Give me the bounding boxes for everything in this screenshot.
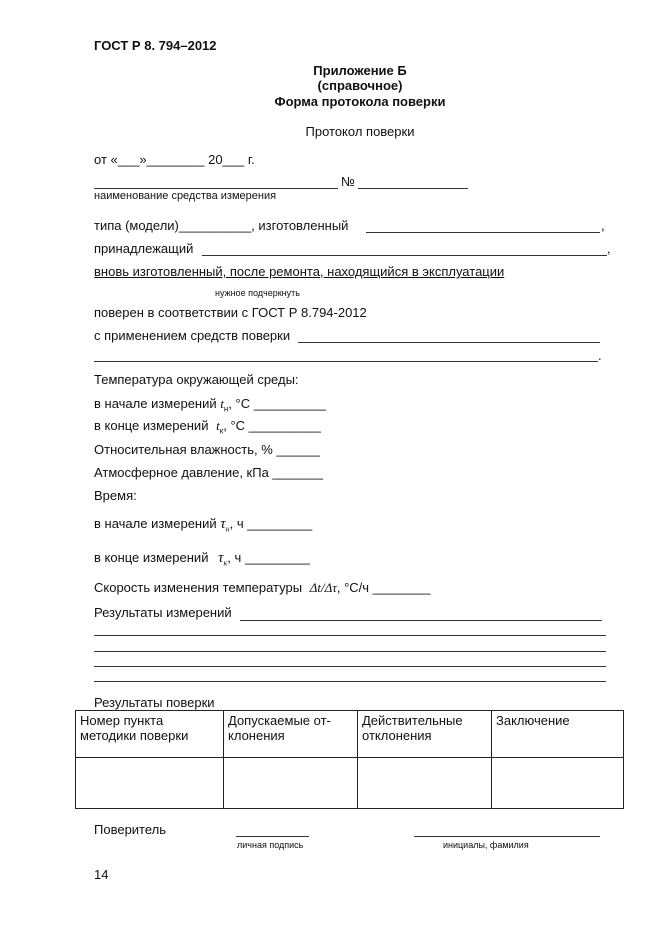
- rate-label: Скорость изменения температуры: [94, 580, 303, 595]
- comma: ,: [607, 241, 611, 256]
- column-header: Допускаемые от-клонения: [224, 711, 358, 758]
- end-time-row[interactable]: [94, 550, 310, 568]
- instrument-name-field[interactable]: [94, 188, 338, 189]
- tools-label: с применением средств поверки: [94, 328, 291, 343]
- table-cell[interactable]: [492, 758, 624, 809]
- start-temp-symbol: t: [220, 396, 224, 411]
- end-time-label: в конце измерений: [94, 550, 209, 565]
- results-line-4[interactable]: [94, 666, 606, 667]
- signature-caption: личная подпись: [237, 840, 304, 850]
- verifier-label: Поверитель: [94, 822, 167, 837]
- start-temp-subscript: н: [223, 404, 229, 414]
- belongs-label: принадлежащий: [94, 241, 194, 256]
- ambient-temp-label: Температура окружающей среды:: [94, 372, 299, 387]
- appendix-name: Форма протокола поверки: [274, 94, 446, 109]
- rate-row[interactable]: [94, 580, 431, 596]
- time-label: Время:: [94, 488, 137, 503]
- column-header: Действительные отклонения: [358, 711, 492, 758]
- results-line-2[interactable]: [94, 635, 606, 636]
- results-line-1[interactable]: [240, 620, 602, 621]
- rate-unit: , °С/ч ________: [336, 580, 431, 595]
- end-time-subscript: к: [223, 558, 228, 568]
- table-row: [76, 758, 624, 809]
- start-temp-unit: , °С __________: [228, 396, 327, 411]
- manufacturer-field[interactable]: [366, 232, 600, 233]
- rate-formula: Δt/Δτ: [309, 580, 337, 595]
- underline-note: нужное подчеркнуть: [215, 288, 300, 298]
- end-temp-symbol: t: [216, 418, 220, 433]
- column-header: Заключение: [492, 711, 624, 758]
- table-cell[interactable]: [224, 758, 358, 809]
- date-line[interactable]: от «___»________ 20___ г.: [94, 152, 255, 167]
- instrument-caption: наименование средства измерения: [94, 190, 277, 202]
- protocol-title: Протокол поверки: [305, 124, 415, 139]
- appendix-status: (справочное): [317, 78, 403, 93]
- end-temp-label: в конце измерений: [94, 418, 209, 433]
- end-temp-row[interactable]: [94, 418, 321, 436]
- owner-field[interactable]: [202, 255, 607, 256]
- start-temp-label: в начале измерений: [94, 396, 217, 411]
- end-time-unit: , ч _________: [227, 550, 310, 565]
- verification-results-table: [75, 710, 624, 809]
- type-label: типа (модели)__________, изготовленный: [94, 218, 349, 233]
- standard-header: ГОСТ Р 8. 794–2012: [94, 38, 217, 53]
- end-temp-subscript: к: [219, 426, 224, 436]
- signature-field[interactable]: [236, 836, 309, 837]
- page-number: 14: [94, 867, 109, 882]
- column-header: Номер пункта методики поверки: [76, 711, 224, 758]
- number-sign: №: [341, 174, 355, 189]
- name-caption: инициалы, фамилия: [443, 840, 529, 850]
- comma: ,: [601, 218, 605, 233]
- end-time-symbol: τ: [218, 550, 224, 566]
- table-header-row: [76, 711, 624, 758]
- name-field[interactable]: [414, 836, 600, 837]
- start-time-symbol: τ: [220, 516, 226, 532]
- verification-results-label: Результаты поверки: [94, 695, 215, 710]
- instrument-number-field[interactable]: [358, 188, 468, 189]
- start-time-row[interactable]: [94, 516, 312, 534]
- start-temp-row[interactable]: [94, 396, 326, 414]
- results-line-5[interactable]: [94, 681, 606, 682]
- condition-options[interactable]: вновь изготовленный, после ремонта, находящийся в эксплуатации: [94, 264, 505, 279]
- results-label: Результаты измерений: [94, 605, 232, 620]
- end-temp-unit: , °С __________: [223, 418, 321, 433]
- verified-by: поверен в соответствии с ГОСТ Р 8.794-2012: [94, 305, 367, 320]
- start-time-label: в начале измерений: [94, 516, 217, 531]
- table-cell[interactable]: [358, 758, 492, 809]
- humidity-row[interactable]: Относительная влажность, % ______: [94, 442, 320, 457]
- tools-field[interactable]: [298, 342, 600, 343]
- tools-field-continued[interactable]: [94, 361, 598, 362]
- results-line-3[interactable]: [94, 651, 606, 652]
- period: .: [598, 348, 602, 363]
- start-time-subscript: н: [225, 524, 230, 534]
- start-time-unit: , ч _________: [229, 516, 313, 531]
- appendix-title: Приложение Б: [313, 63, 407, 78]
- table-cell[interactable]: [76, 758, 224, 809]
- pressure-row[interactable]: Атмосферное давление, кПа _______: [94, 465, 324, 480]
